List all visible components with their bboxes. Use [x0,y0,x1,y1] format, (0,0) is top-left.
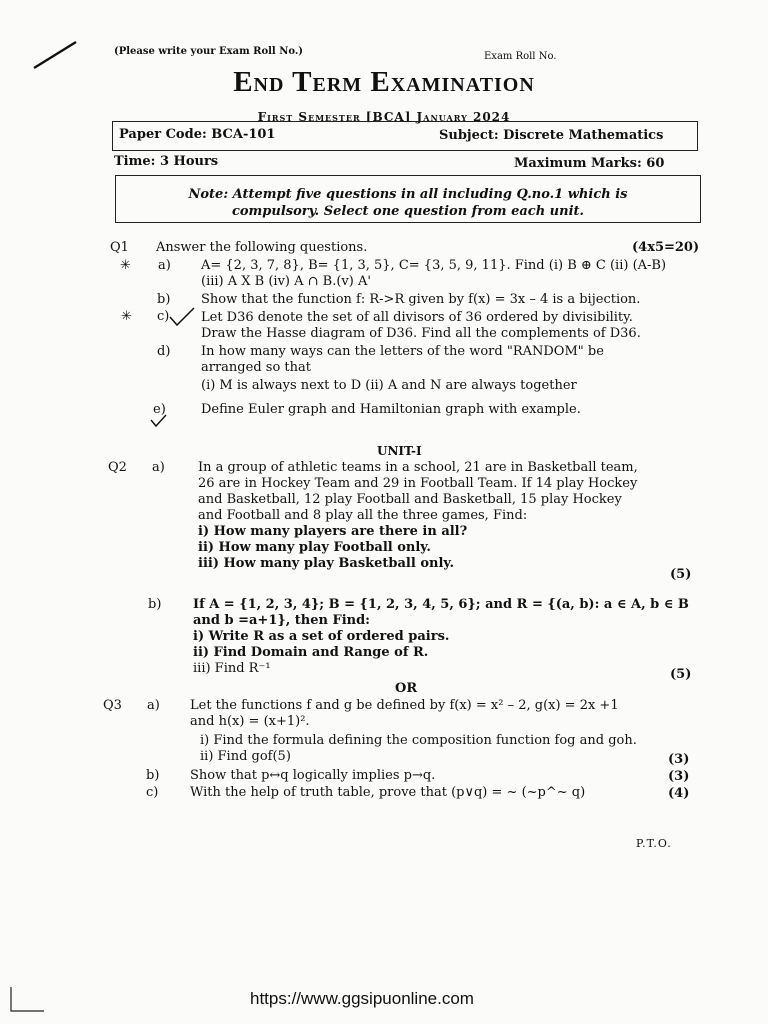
q3b-label: b) [146,768,160,783]
exam-title-wrap [0,66,768,99]
margin-line-icon [8,985,48,1015]
tick-mark-icon [168,305,196,327]
q2a-line-4: and Football and 8 play all the three games, Find: [198,508,528,523]
website-url[interactable]: https://www.ggsipuonline.com [250,989,474,1008]
q3c-marks: (4) [668,786,690,801]
q3b-text: Show that p↔q logically implies p→q. [190,768,436,783]
q3a-part-i: i) Find the formula defining the composition function fog and goh. [200,733,637,748]
q1d-label: d) [157,344,171,359]
unit-heading: UNIT-I [377,444,422,458]
q2a-line-3: and Basketball, 12 play Football and Basketball, 15 play Hockey [198,492,622,507]
q2-number: Q2 [108,460,127,475]
q2a-part-iii: iii) How many play Basketball only. [198,556,454,571]
q1c-text [201,310,701,342]
q3c-text: With the help of truth table, prove that (p∨q) = ~ (~p^~ q) [190,785,586,800]
paper-info-box [112,121,698,151]
pto-note: P.T.O. [636,837,672,850]
q1c-label: c) [157,309,170,324]
or-divider: OR [395,681,418,696]
paper-code: Paper Code: BCA-101 [119,127,276,142]
star-mark-icon: ✳ [121,309,132,324]
q1a-text [201,258,701,290]
q1-number: Q1 [110,240,129,255]
q1-marks: (4x5=20) [632,240,700,255]
q1b-label: b) [157,292,171,307]
q2a-line-1: In a group of athletic teams in a school, 21 are in Basketball team, [198,460,638,475]
q3a-line-2: and h(x) = (x+1)². [190,714,310,729]
q2a-part-ii: ii) How many play Football only. [198,540,431,555]
q3a-text [190,698,695,765]
q1b-text: Show that the function f: R->R given by f(x) = 3x – 4 is a bijection. [201,292,641,307]
q3a-line-1: Let the functions f and g be defined by f(x) = x² – 2, g(x) = 2x +1 [190,698,619,713]
q1c-line-2: Draw the Hasse diagram of D36. Find all the complements of D36. [201,326,641,341]
max-marks: Maximum Marks: 60 [514,156,665,171]
star-mark-icon: ✳ [120,258,131,273]
q1d-line-1: In how many ways can the letters of the word "RANDOM" be [201,344,604,359]
exam-title: End Term Examination [233,66,535,98]
q1-intro: Answer the following questions. [156,240,368,255]
q1d-line-3: (i) M is always next to D (ii) A and N are always together [201,378,577,393]
q2b-line-1: If A = {1, 2, 3, 4}; B = {1, 2, 3, 4, 5, 6}; and R = {(a, b): a ∈ A, b ∈ B [193,597,689,612]
q1c-line-1: Let D36 denote the set of all divisors of 36 ordered by divisibility. [201,310,633,325]
q2a-marks: (5) [670,567,692,582]
exam-roll-label: Exam Roll No. [484,51,557,62]
q2b-part-ii: ii) Find Domain and Range of R. [193,645,429,660]
q2b-part-iii: iii) Find R⁻¹ [193,661,271,676]
q2b-marks: (5) [670,667,692,682]
q2a-line-2: 26 are in Hockey Team and 29 in Football Team. If 14 play Hockey [198,476,638,491]
time-limit: Time: 3 Hours [114,154,219,169]
q1e-label: e) [153,402,166,417]
q2a-label: a) [152,460,165,475]
q2a-text [198,460,698,572]
q2b-text [193,597,693,677]
q1a-line-2: (iii) A X B (iv) A ∩ B.(v) A' [201,274,371,289]
q2b-part-i: i) Write R as a set of ordered pairs. [193,629,450,644]
q1d-text [201,344,701,394]
q3a-label: a) [147,698,160,713]
q1a-line-1: A= {2, 3, 7, 8}, B= {1, 3, 5}, C= {3, 5, 9, 11}. Find (i) B ⊕ C (ii) (A-B) [201,258,667,273]
q2a-part-i: i) How many players are there in all? [198,524,468,539]
subject: Subject: Discrete Mathematics [439,128,664,143]
q3a-part-ii: ii) Find gof(5) [200,749,291,764]
q2b-label: b) [148,597,162,612]
q1d-line-2: arranged so that [201,360,311,375]
note-box [115,175,701,223]
q3-number: Q3 [103,698,122,713]
roll-instruction: (Please write your Exam Roll No.) [114,46,304,57]
note-line-1: Note: Attempt five questions in all including Q.no.1 which is [188,187,628,202]
q3a-marks: (3) [668,752,690,767]
q3b-marks: (3) [668,769,690,784]
semester-line: First Semester [BCA] January 2024 [257,110,511,124]
q1a-label: a) [158,258,171,273]
q3c-label: c) [146,785,159,800]
q1e-text: Define Euler graph and Hamiltonian graph with example. [201,402,581,417]
note-line-2: compulsory. Select one question from each unit. [231,204,585,219]
q2b-line-2: and b =a+1}, then Find: [193,613,370,628]
tick-mark-icon [150,414,168,428]
